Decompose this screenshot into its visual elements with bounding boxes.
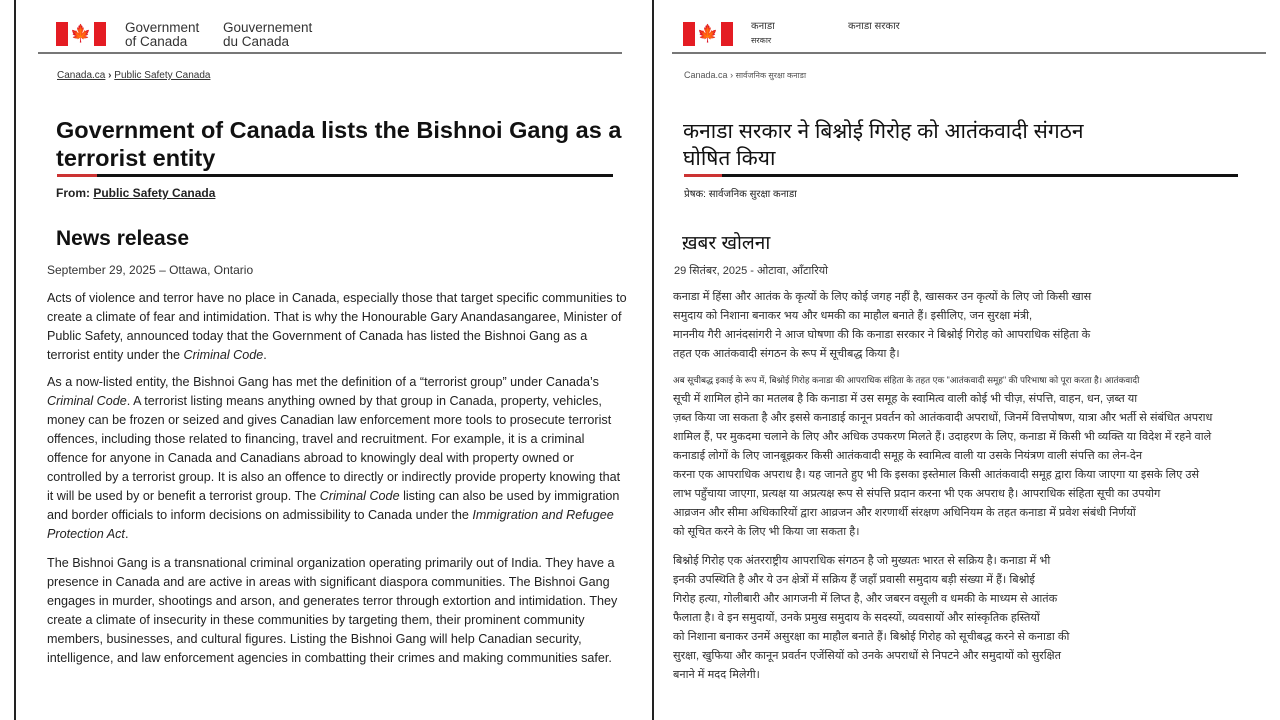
dateline: September 29, 2025 – Ottawa, Ontario: [47, 263, 254, 277]
body-paragraph: [47, 289, 627, 365]
page-title: कनाडा सरकार ने बिश्नोई गिरोह को आतंकवादी संगठन घोषित किया: [683, 120, 1084, 170]
body-line: कनाडाई लोगों के लिए जानबूझकर किसी आतंकवादी समूह के स्वामित्व वाली या उसके नियंत्रण वाली संपत्ति का लेन-देन: [673, 450, 1143, 462]
signature-en: Government of Canada: [125, 20, 200, 49]
body-line: लाभ पहुँचाया जाएगा, प्रत्यक्ष या अप्रत्यक्ष रूप से संपत्ति प्रदान करना भी एक अपराध है। आपराधिक संहिता सूची का उपयोग: [673, 488, 1161, 500]
breadcrumb: Canada.ca › सार्वजनिक सुरक्षा कनाडा: [684, 70, 807, 80]
signature-hi-right: कनाडा सरकार: [848, 21, 900, 32]
title-underline: [57, 174, 613, 177]
from-line: प्रेषक: सार्वजनिक सुरक्षा कनाडा: [684, 189, 797, 200]
body-line: शामिल हैं, पर मुकदमा चलाने के लिए और अधिक उपकरण मिलते हैं। उदाहरण के लिए, कनाडा में किसी भी व्यक्ति या विदेश में रहने वाले: [673, 431, 1212, 443]
body-paragraph: [47, 554, 627, 668]
canada-flag-icon: 🍁: [683, 22, 733, 46]
paragraph-text: .: [263, 348, 267, 362]
canada-flag-icon: 🍁: [56, 22, 106, 46]
paragraph-text: The Bishnoi Gang is a transnational criminal organization operating primarily out of India. They have a presence in Canada and are active in areas with significant diaspora communities. The Bishnoi Gang engages in murder, shootings and arson, and generates terror through extortion and intimidation. They create a climate of insecurity in these communities by targeting them, their prominent community members, businesses, and cultural figures. Listing the Bishnoi Gang will help Canadian security, intelligence, and law enforcement agencies in combatting their crimes and making communities safer.: [47, 556, 618, 665]
hindi-news-release: [654, 0, 1280, 720]
italic-text: Criminal Code: [319, 489, 400, 503]
english-news-release: [16, 0, 652, 720]
breadcrumb-home-link[interactable]: Canada.ca: [684, 70, 728, 80]
paragraph-text: As a now-listed entity, the Bishnoi Gang has met the definition of a “terrorist group” under Canada’s: [47, 375, 599, 389]
body-line: माननीय गैरी आनंदसांगरी ने आज घोषणा की कि कनाडा सरकार ने बिश्नोई गिरोह को आपराधिक संहिता के: [673, 329, 1091, 341]
title-underline: [684, 174, 1238, 177]
body-line: को निशाना बनाकर उनमें असुरक्षा का माहौल बनाते हैं। बिश्नोई गिरोह को सूचीबद्ध करने से कनाडा की: [673, 631, 1070, 643]
breadcrumb-home-link[interactable]: Canada.ca: [57, 70, 106, 81]
breadcrumb-current-link[interactable]: सार्वजनिक सुरक्षा कनाडा: [735, 71, 807, 80]
paragraph-text: Acts of violence and terror have no place in Canada, especially those that target specific communities to create a climate of fear and intimidation. That is why the Honourable Gary Anandasangaree, Minister of Public Safety, announced today that the Government of Canada has listed the Bishnoi Gang as a terrorist entity under the: [47, 291, 627, 362]
body-line: सुरक्षा, खुफिया और कानून प्रवर्तन एजेंसियों को उनके अपराधों से निपटने और समुदायों को सुरक्षित: [673, 650, 1062, 662]
body-line: करना एक आपराधिक अपराध है। यह जानते हुए भी कि इसका इस्तेमाल किसी आतंकवादी समूह द्वारा किया जाएगा या इसके लिए उसे: [673, 469, 1200, 481]
page-title: Government of Canada lists the Bishnoi Gang as a terrorist entity: [56, 117, 622, 171]
dateline: 29 सितंबर, 2025 - ओटावा, ऑंटारियो: [674, 265, 828, 277]
body-line: तहत एक आतंकवादी संगठन के रूप में सूचीबद्ध किया है।: [673, 348, 900, 360]
italic-text: Immigration and Refugee Protection Act: [47, 508, 614, 541]
body-line: फैलाता है। वे इन समुदायों, उनके प्रमुख समुदाय के सदस्यों, व्यवसायों और सांस्कृतिक हस्तियों: [673, 612, 1040, 624]
body-line: सूची में शामिल होने का मतलब है कि कनाडा में उस समूह के स्वामित्व वाली कोई भी चीज़, संपत्ति, वाहन, धन, ज़ब्त या: [673, 393, 1138, 405]
header-divider: [672, 52, 1266, 54]
body-line: गिरोह हत्या, गोलीबारी और आगजनी में लिप्त है, और जबरन वसूली व धमकी के माध्यम से आतंक: [673, 593, 1058, 605]
signature-fr: Gouvernement du Canada: [223, 20, 313, 49]
body-line: इनकी उपस्थिति है और ये उन क्षेत्रों में सक्रिय हैं जहाँ प्रवासी समुदाय बड़ी संख्या में हैं। बिश्नोई: [673, 574, 1035, 586]
signature-hi: कनाडा सरकार: [751, 21, 775, 45]
section-heading: ख़बर खोलना: [682, 233, 771, 254]
breadcrumb-current-link[interactable]: Public Safety Canada: [114, 70, 211, 81]
from-link[interactable]: Public Safety Canada: [93, 186, 216, 200]
body-line: समुदाय को निशाना बनाकर भय और धमकी का माहौल बनाते हैं। इसीलिए, जन सुरक्षा मंत्री,: [673, 310, 1033, 322]
body-line: कनाडा में हिंसा और आतंक के कृत्यों के लिए कोई जगह नहीं है, खासकर उन कृत्यों के लिए जो किसी खास: [673, 291, 1092, 303]
header-divider: [38, 52, 622, 54]
body-line: अब सूचीबद्ध इकाई के रूप में, बिश्नोई गिरोह कनाडा की आपराधिक संहिता के तहत एक "आतंकवादी समूह" की परिभाषा को पूरा करता है। आतंकवादी: [673, 375, 1140, 385]
body-line: ज़ब्त किया जा सकता है और इससे कनाडाई कानून प्रवर्तन को आतंकवादी अपराधों, जिनमें वित्तपोषण, यात्रा और भर्ती से संबंधित अपराध: [673, 412, 1213, 424]
paragraph-text: listing can also be used by immigration and border officials to inform decisions on admissibility to Canada under the: [47, 489, 620, 522]
italic-text: Criminal Code: [183, 348, 264, 362]
body-line: को सूचित करने के लिए भी किया जा सकता है।: [673, 526, 860, 538]
body-paragraph: [47, 373, 627, 544]
body-line: आव्रजन और सीमा अधिकारियों द्वारा आव्रजन और शरणार्थी संरक्षण अधिनियम के तहत कनाडा में प्रवेश संबंधी निर्णयों: [673, 507, 1136, 519]
paragraph-text: .: [124, 527, 129, 541]
body-line: बनाने में मदद मिलेगी।: [673, 669, 760, 681]
from-line: From: Public Safety Canada: [56, 186, 216, 200]
paragraph-text: . A terrorist listing means anything owned by that group in Canada, property, vehicles, money can be frozen or seized and gives Canadian law enforcement more tools to prosecute terrorist offences, including those related to financing, travel and recruitment. For example, it is a criminal offence for anyone in Canada and Canadians abroad to knowingly deal with property owned or controlled by a terrorist group. It is also an offence to directly or indirectly provide property knowing that it will be used by or benefit a terrorist group. The: [47, 394, 621, 503]
body-line: बिश्नोई गिरोह एक अंतरराष्ट्रीय आपराधिक संगठन है जो मुख्यतः भारत से सक्रिय है। कनाडा में भी: [673, 555, 1051, 567]
italic-text: Criminal Code: [47, 394, 127, 408]
section-heading: News release: [56, 227, 190, 250]
breadcrumb: Canada.ca › Public Safety Canada: [57, 70, 211, 81]
